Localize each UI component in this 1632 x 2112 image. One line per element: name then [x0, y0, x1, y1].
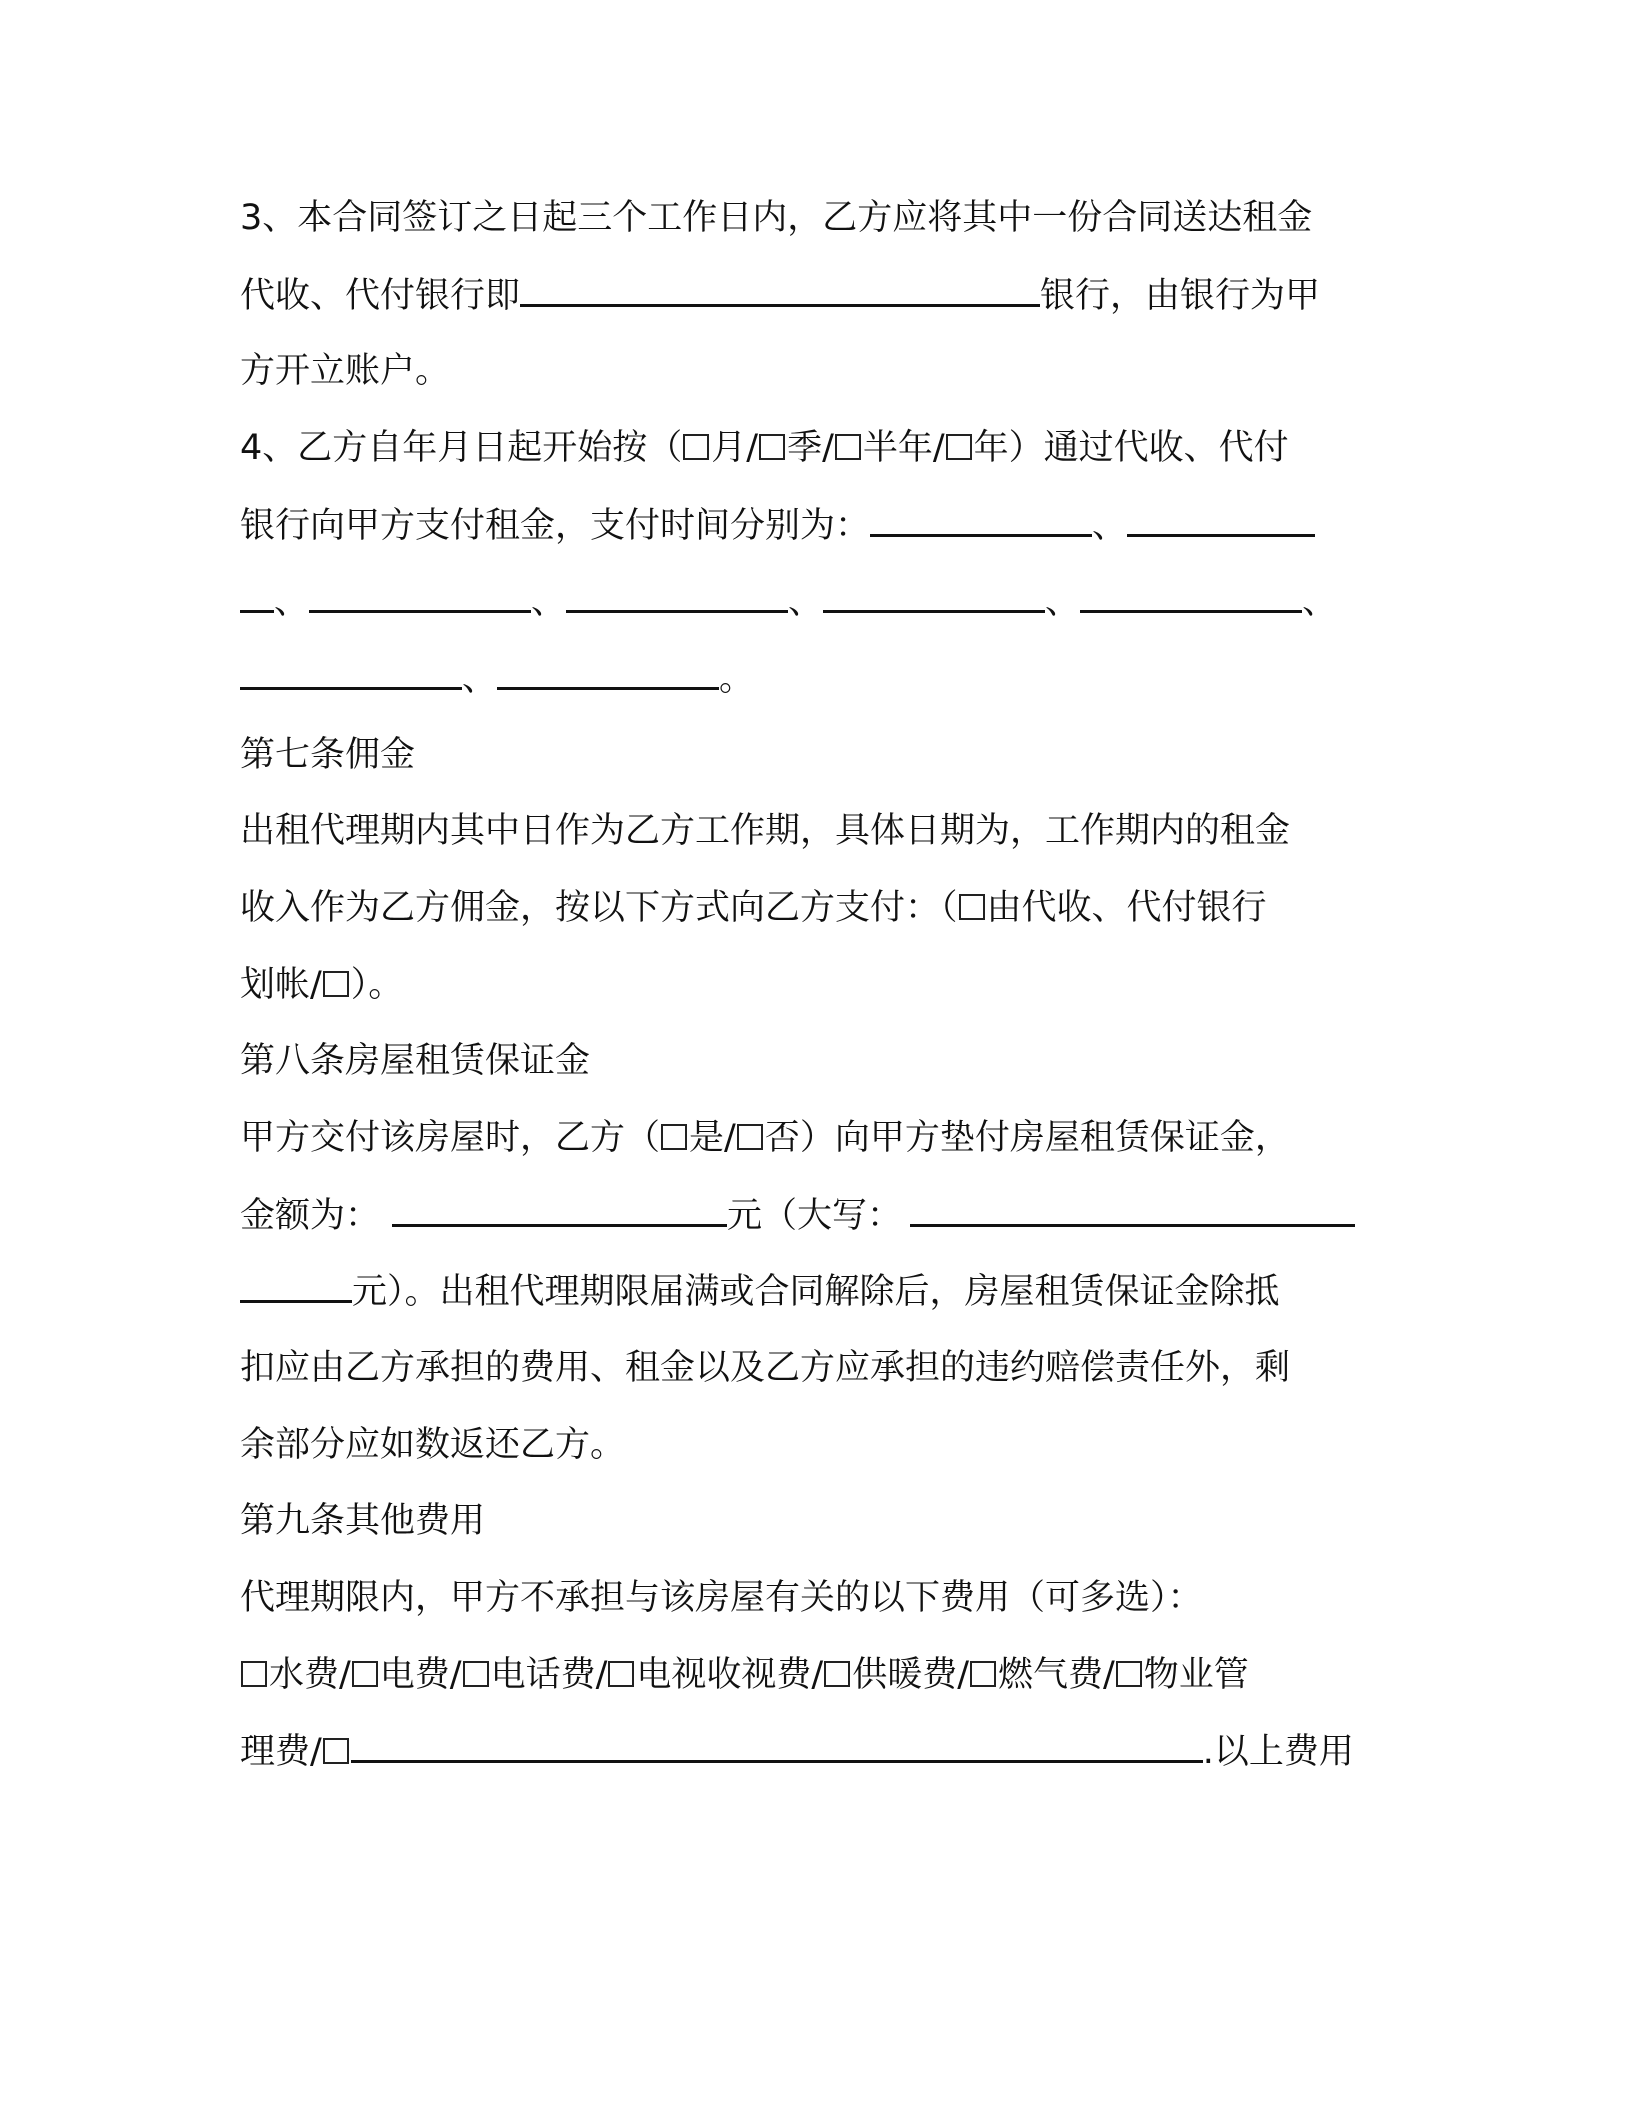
text: 银行，由银行为甲 — [1040, 276, 1321, 316]
text: 元）。出租代理期限届满或合同解除后，房屋租赁保证金除抵 — [352, 1272, 1280, 1312]
checkbox-water-fee[interactable] — [241, 1661, 267, 1687]
text: .以上费用 — [1202, 1732, 1354, 1772]
clause-8-line-3 — [240, 1266, 1280, 1316]
text: 代理期限内，甲方不承担与该房屋有关的以下费用（可多选）： — [240, 1578, 1203, 1618]
text: ）。 — [350, 965, 404, 1005]
text: 电费/ — [379, 1655, 462, 1695]
heading-text: 第九条其他费用 — [240, 1501, 486, 1541]
checkbox-other-method[interactable] — [323, 971, 349, 997]
text: 电视收视费/ — [636, 1655, 824, 1695]
text: 月/ — [711, 428, 759, 468]
payment-date-blank[interactable] — [240, 576, 274, 613]
clause-6-item-4-line-4 — [240, 653, 754, 703]
clause-8-line-2 — [240, 1190, 1355, 1240]
text: 银行向甲方支付租金，支付时间分别为： — [240, 506, 871, 546]
deposit-amount-words-blank[interactable] — [240, 1266, 352, 1303]
text: 甲方交付该房屋时，乙方（ — [240, 1118, 661, 1158]
text: 扣应由乙方承担的费用、租金以及乙方应承担的违约赔偿责任外，剩 — [240, 1348, 1291, 1388]
checkbox-quarterly[interactable] — [759, 434, 785, 460]
payment-date-blank[interactable] — [1127, 500, 1315, 537]
text: 、 — [462, 659, 498, 699]
payment-date-blank[interactable] — [309, 576, 531, 613]
checkbox-bank-transfer[interactable] — [959, 894, 985, 920]
checkbox-heating-fee[interactable] — [824, 1661, 850, 1687]
text: 4、乙方自年月日起开始按（ — [240, 428, 683, 468]
text: 。 — [719, 659, 755, 699]
checkbox-electricity-fee[interactable] — [352, 1661, 378, 1687]
text: 余部分应如数返还乙方。 — [240, 1425, 626, 1465]
clause-7-line-2 — [240, 883, 1267, 933]
clause-7-heading — [240, 730, 415, 780]
text: 收入作为乙方佣金，按以下方式向乙方支付：（ — [240, 888, 958, 928]
text: 电话费/ — [490, 1655, 608, 1695]
text: 季/ — [787, 428, 834, 468]
text: 年）通过代收、代付 — [973, 428, 1289, 468]
clause-6-item-4-line-2 — [240, 500, 1315, 550]
clause-6-item-3-line-1 — [240, 193, 1312, 243]
payment-date-blank[interactable] — [870, 500, 1092, 537]
payment-date-blank[interactable] — [1080, 576, 1302, 613]
checkbox-deposit-no[interactable] — [737, 1124, 763, 1150]
clause-9-heading — [240, 1496, 485, 1546]
text: 半年/ — [862, 428, 945, 468]
text: 、 — [1302, 582, 1338, 622]
clause-6-item-4-line-1 — [240, 423, 1289, 473]
text: 、 — [531, 582, 567, 622]
checkbox-other-fee[interactable] — [323, 1738, 349, 1764]
deposit-amount-words-blank[interactable] — [910, 1190, 1355, 1227]
checkbox-tv-fee[interactable] — [608, 1661, 634, 1687]
bank-name-blank[interactable] — [520, 270, 1040, 307]
text: 是/ — [689, 1118, 736, 1158]
payment-date-blank[interactable] — [497, 653, 719, 690]
text: 理费/ — [240, 1732, 322, 1772]
text: 出租代理期内其中日作为乙方工作期，具体日期为，工作期内的租金 — [240, 811, 1291, 851]
clause-6-item-3-line-3 — [240, 346, 450, 396]
checkbox-gas-fee[interactable] — [970, 1661, 996, 1687]
heading-text: 第七条佣金 — [240, 735, 416, 775]
text: 物业管 — [1143, 1655, 1249, 1695]
text: 金额为： — [240, 1196, 381, 1236]
text: 代收、代付银行即 — [240, 276, 521, 316]
clause-6-item-3-line-2 — [240, 270, 1320, 320]
text: 元（大写： — [727, 1196, 903, 1236]
text: 燃气费/ — [997, 1655, 1115, 1695]
payment-date-blank[interactable] — [823, 576, 1045, 613]
text: 、 — [1092, 506, 1128, 546]
checkbox-half-year[interactable] — [835, 434, 861, 460]
clause-9-line-1 — [240, 1573, 1203, 1623]
payment-date-blank[interactable] — [566, 576, 788, 613]
text: 、 — [788, 582, 824, 622]
deposit-amount-blank[interactable] — [392, 1190, 727, 1227]
clause-7-line-3 — [240, 960, 403, 1010]
other-fee-blank[interactable] — [351, 1726, 1203, 1763]
text: 3、本合同签订之日起三个工作日内，乙方应将其中一份合同送达租金 — [240, 198, 1313, 238]
clause-7-line-1 — [240, 806, 1290, 856]
text: 、 — [274, 582, 310, 622]
clause-9-line-2 — [240, 1650, 1249, 1700]
clause-8-line-1 — [240, 1113, 1290, 1163]
heading-text: 第八条房屋租赁保证金 — [240, 1041, 591, 1081]
checkbox-deposit-yes[interactable] — [661, 1124, 687, 1150]
checkbox-property-fee[interactable] — [1116, 1661, 1142, 1687]
checkbox-phone-fee[interactable] — [463, 1661, 489, 1687]
payment-date-blank[interactable] — [240, 653, 462, 690]
clause-8-heading — [240, 1036, 590, 1086]
checkbox-monthly[interactable] — [683, 434, 709, 460]
text: 方开立账户。 — [240, 351, 451, 391]
clause-6-item-4-line-3 — [240, 576, 1337, 626]
text: 、 — [1045, 582, 1081, 622]
text: 划帐/ — [240, 965, 322, 1005]
clause-8-line-5 — [240, 1420, 625, 1470]
text: 供暖费/ — [852, 1655, 969, 1695]
clause-8-line-4 — [240, 1343, 1290, 1393]
text: 水费/ — [269, 1655, 351, 1695]
text: 否）向甲方垫付房屋租赁保证金， — [764, 1118, 1290, 1158]
clause-9-line-3 — [240, 1726, 1354, 1776]
checkbox-yearly[interactable] — [946, 434, 972, 460]
text: 由代收、代付银行 — [986, 888, 1267, 928]
